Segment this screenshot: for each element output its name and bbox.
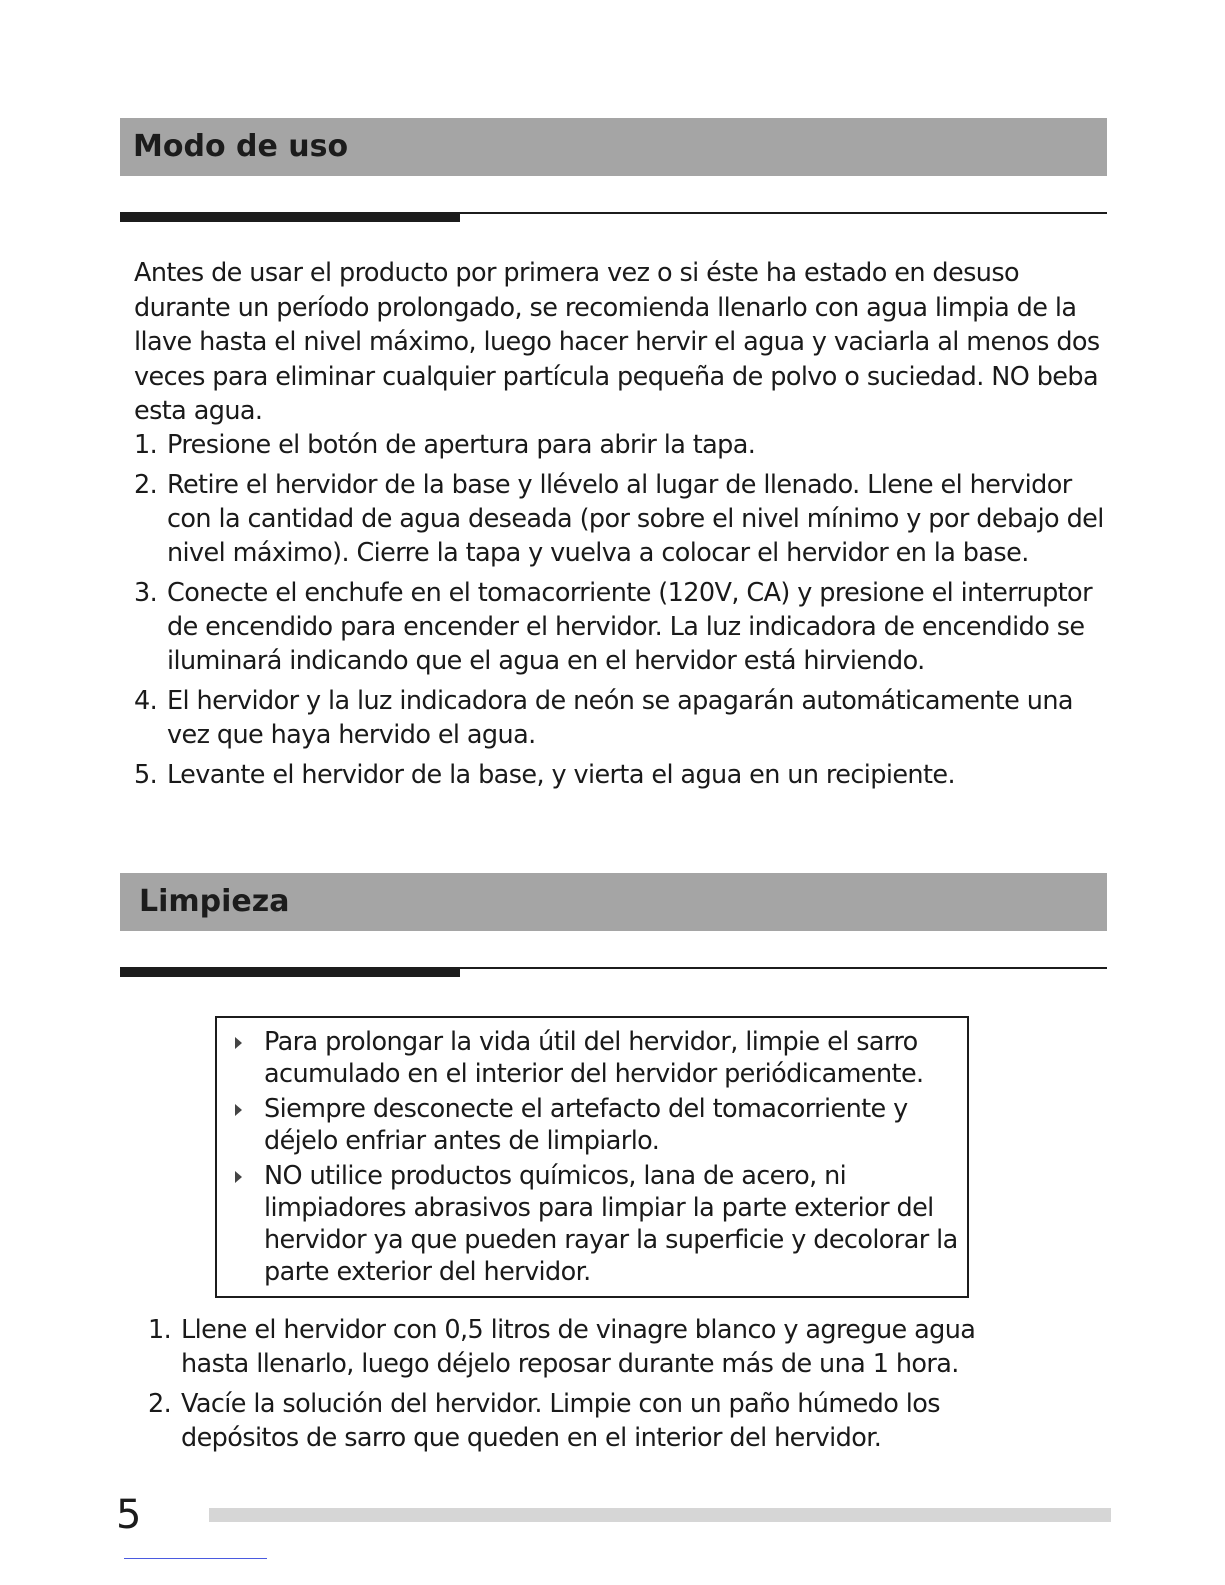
list-item: Para prolongar la vida útil del hervidor, limpie el sarro acumulado en el interior del hervidor periódicamente. [231, 1026, 961, 1090]
section-header-usage [120, 118, 1107, 176]
section-divider-usage [120, 212, 1107, 222]
usage-intro-paragraph: Antes de usar el producto por primera vez o si éste ha estado en desuso durante un período prolongado, se recomienda llenarlo con agua limpia de la llave hasta el nivel máximo, luego hacer hervir el agua y vaciarla al menos dos veces para eliminar cualquier partícula pequeña de polvo o suciedad. NO beba esta agua. [134, 258, 1100, 426]
list-item: 1. Presione el botón de apertura para abrir la tapa. [134, 430, 756, 460]
bullet-triangle-icon [235, 1104, 242, 1116]
footer-link-underline [124, 1558, 267, 1559]
list-item: 4. El hervidor y la luz indicadora de neón se apagarán automáticamente una vez que haya hervido el agua. [134, 686, 1073, 750]
section-divider-cleaning [120, 967, 1107, 977]
list-item: NO utilice productos químicos, lana de acero, ni limpiadores abrasivos para limpiar la parte exterior del hervidor ya que pueden rayar la superficie y decolorar la parte exterior del hervidor. [231, 1160, 961, 1288]
bullet-triangle-icon [235, 1171, 242, 1183]
section-header-cleaning [120, 873, 1107, 931]
list-item: Siempre desconecte el artefacto del tomacorriente y déjelo enfriar antes de limpiarlo. [231, 1093, 961, 1157]
section-title-cleaning: Limpieza [139, 884, 290, 919]
list-item: 3. Conecte el enchufe en el tomacorriente (120V, CA) y presione el interruptor de encendido para encender el hervidor. La luz indicadora de encendido se iluminará indicando que el agua en el hervidor está hirviendo. [134, 578, 1092, 676]
bullet-triangle-icon [235, 1037, 242, 1049]
footer-bar [209, 1508, 1111, 1522]
cleaning-steps-list [148, 1313, 1028, 1461]
list-item: 2. Retire el hervidor de la base y llévelo al lugar de llenado. Llene el hervidor con la cantidad de agua deseada (por sobre el nivel mínimo y por debajo del nivel máximo). Cierre la tapa y vuelva a colocar el hervidor en la base. [134, 470, 1104, 568]
usage-steps-list [134, 428, 1114, 798]
cleaning-notes-list [231, 1026, 961, 1291]
list-item: 1. Llene el hervidor con 0,5 litros de vinagre blanco y agregue agua hasta llenarlo, luego déjelo reposar durante más de una 1 hora. [148, 1315, 976, 1379]
list-item: 5. Levante el hervidor de la base, y vierta el agua en un recipiente. [134, 760, 955, 790]
list-item: 2. Vacíe la solución del hervidor. Limpie con un paño húmedo los depósitos de sarro que queden en el interior del hervidor. [148, 1389, 940, 1453]
cleaning-notes-box [215, 1016, 969, 1298]
page-number: 5 [116, 1492, 142, 1538]
section-title-usage: Modo de uso [133, 129, 349, 164]
